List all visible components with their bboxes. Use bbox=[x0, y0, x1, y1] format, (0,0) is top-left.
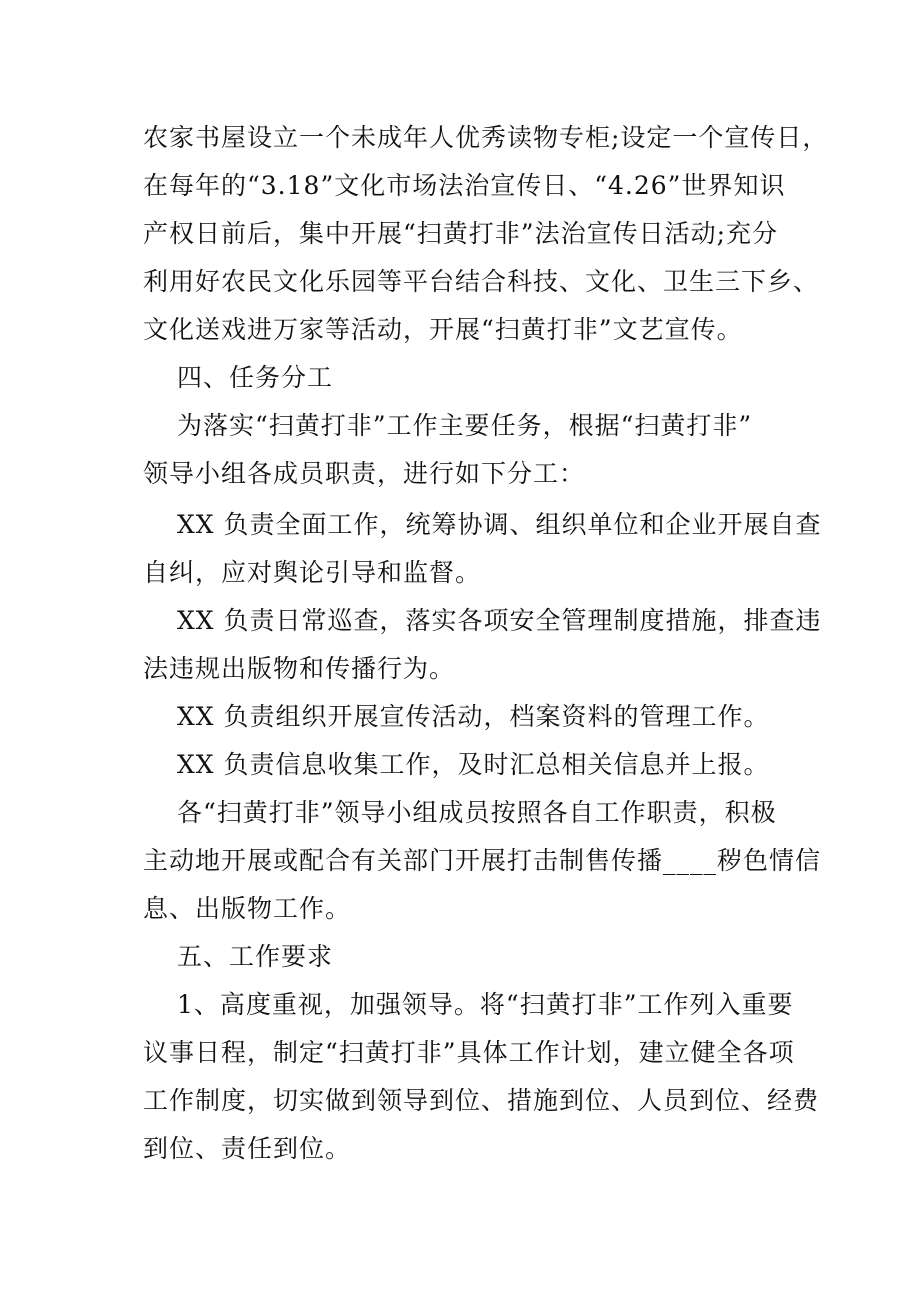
section-heading: 五、工作要求 bbox=[177, 942, 334, 971]
section-heading: 四、任务分工 bbox=[177, 363, 334, 392]
text-line: 议事日程，制定“扫黄打非”具体工作计划，建立健全各项 bbox=[143, 1038, 795, 1067]
text-line: XX 负责全面工作，统筹协调、组织单位和企业开展自查 bbox=[177, 510, 822, 539]
text-line: 法违规出版物和传播行为。 bbox=[143, 654, 456, 683]
text-line: 产权日前后，集中开展“扫黄打非”法治宣传日活动;充分 bbox=[143, 219, 778, 248]
text-line: 各“扫黄打非”领导小组成员按照各自工作职责，积极 bbox=[177, 798, 777, 827]
text-line: 文化送戏进万家等活动，开展“扫黄打非”文艺宣传。 bbox=[143, 315, 743, 344]
text-line: 领导小组各成员职责，进行如下分工： bbox=[143, 459, 586, 488]
text-line: XX 负责信息收集工作，及时汇总相关信息并上报。 bbox=[177, 750, 770, 779]
text-line: 为落实“扫黄打非”工作主要任务，根据“扫黄打非” bbox=[177, 411, 753, 440]
text-line: 自纠，应对舆论引导和监督。 bbox=[143, 558, 482, 587]
text-line: 利用好农民文化乐园等平台结合科技、文化、卫生三下乡、 bbox=[143, 267, 820, 296]
text-line: 农家书屋设立一个未成年人优秀读物专柜;设定一个宣传日， bbox=[143, 123, 829, 152]
text-line: 到位、责任到位。 bbox=[143, 1134, 352, 1163]
text-line: 工作制度，切实做到领导到位、措施到位、人员到位、经费 bbox=[143, 1086, 820, 1115]
text-line: 1、高度重视，加强领导。将“扫黄打非”工作列入重要 bbox=[177, 990, 794, 1019]
text-line: 在每年的“3.18”文化市场法治宣传日、“4.26”世界知识 bbox=[143, 171, 786, 200]
text-line: XX 负责日常巡查，落实各项安全管理制度措施，排查违 bbox=[177, 606, 822, 635]
text-line: 主动地开展或配合有关部门开展打击制售传播____秽色情信 bbox=[143, 846, 822, 875]
text-line: 息、出版物工作。 bbox=[143, 894, 352, 923]
text-line: XX 负责组织开展宣传活动，档案资料的管理工作。 bbox=[177, 702, 770, 731]
